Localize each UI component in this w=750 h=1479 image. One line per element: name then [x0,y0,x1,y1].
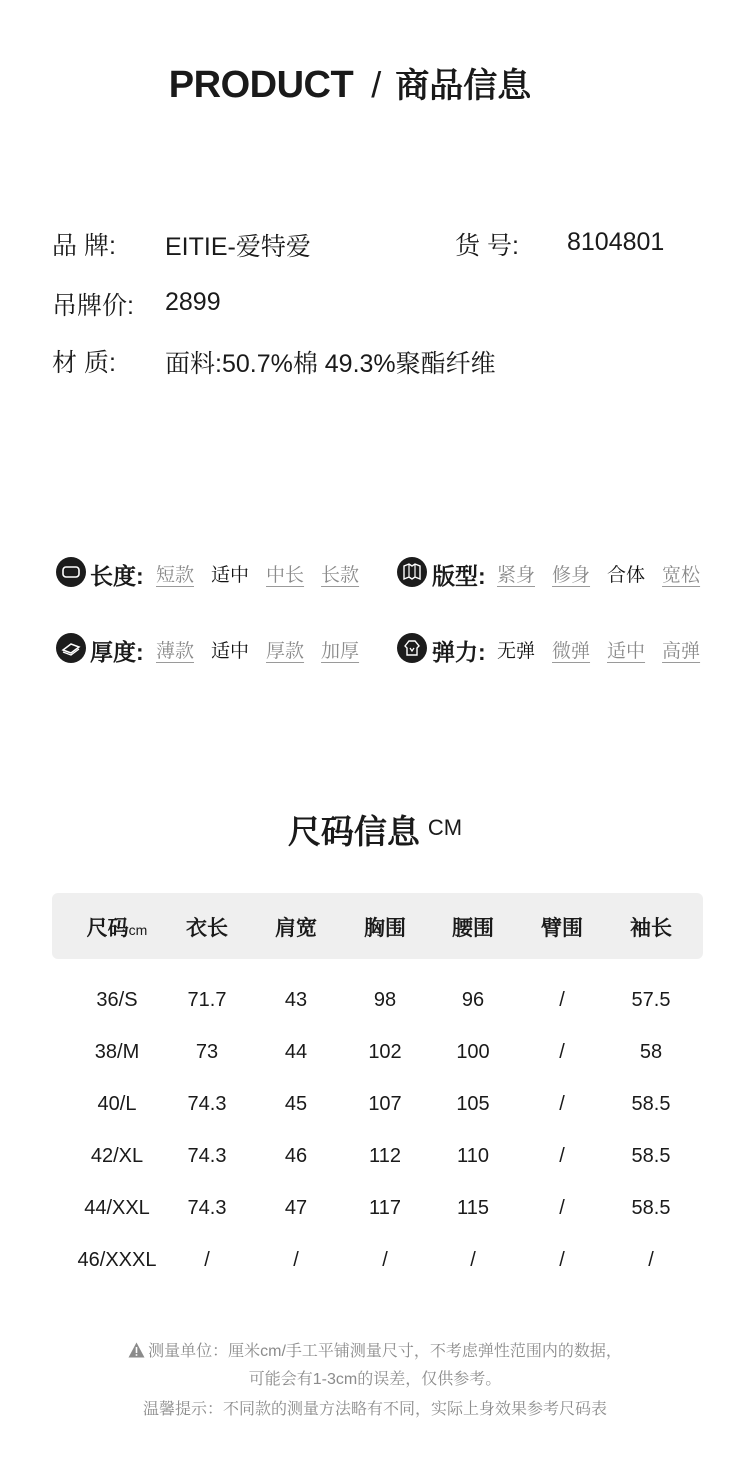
measurement-cell: 44 [284,1041,308,1063]
attribute-option: 微弹 [552,641,591,662]
sku-value: 8104801 [567,228,665,256]
table-row [52,1145,703,1171]
brand-label: 品 牌: [52,232,116,260]
attribute-option: 中长 [266,565,305,586]
attribute-option: 短款 [156,565,195,586]
measurement-cell: 74.3 [187,1197,227,1219]
attribute-option-selected: 适中 [211,565,250,586]
size-table-column-header: 胸围 [364,917,406,940]
attribute-label: 厚度: [90,639,144,665]
measurement-cell: 98 [373,989,397,1011]
measurement-cell: / [559,1041,565,1063]
measurement-cell: / [559,989,565,1011]
size-unit: CM [427,815,463,840]
title-separator: / [371,64,382,105]
measurement-cell: 71.7 [187,989,227,1011]
measurement-cell: / [559,1249,565,1271]
size-label-cell: 44/XXL [84,1197,150,1219]
material-value: 面料:50.7%棉 49.3%聚酯纤维 [165,350,496,378]
table-row [52,1249,703,1275]
attribute-options [156,560,359,587]
measurement-cell: 102 [368,1041,402,1063]
fit-icon [397,557,427,587]
page-title [0,58,700,107]
measurement-cell: 58 [639,1041,663,1063]
measurement-cell: 112 [369,1145,401,1167]
size-label-cell: 42/XL [90,1145,144,1167]
size-table-column-header: 尺码cm [86,917,148,940]
note-line-1 [0,1338,750,1361]
attribute-option: 宽松 [662,565,701,586]
size-table-column-header: 肩宽 [275,917,317,940]
size-label-cell: 46/XXXL [77,1249,157,1271]
size-label-cell: 36/S [96,989,138,1011]
measurement-cell: 73 [195,1041,219,1063]
attribute-label: 长度: [90,563,144,589]
attribute-option-selected: 无弹 [497,641,536,662]
measurement-cell: / [204,1249,210,1271]
attribute-option-selected: 合体 [607,565,646,586]
material-label: 材 质: [52,349,116,377]
measurement-cell: 110 [457,1145,489,1167]
measurement-cell: 74.3 [187,1145,227,1167]
attribute-option-selected: 适中 [211,641,250,662]
tag-price-value: 2899 [165,288,221,316]
size-label-cell: 40/L [97,1093,137,1115]
measurement-cell: 96 [461,989,485,1011]
table-row [52,989,703,1015]
tag-price-label: 吊牌价: [52,292,134,320]
measurement-cell: 107 [368,1093,402,1115]
measurement-cell: / [293,1249,299,1271]
measurement-cell: 58.5 [631,1093,671,1115]
measurement-cell: / [382,1249,388,1271]
size-title-text: 尺码信息 [287,813,420,850]
measurement-cell: 58.5 [631,1145,671,1167]
size-table-body [52,959,703,1289]
note-text-1: 测量单位：厘米cm/手工平铺测量尺寸，不考虑弹性范围内的数据， [148,1343,622,1360]
thickness-icon [56,633,86,663]
measurement-cell: 100 [456,1041,490,1063]
measurement-cell: 45 [284,1093,308,1115]
size-label-cell: 38/M [94,1041,140,1063]
measurement-cell: 74.3 [187,1093,227,1115]
attribute-options [156,636,359,663]
attribute-label: 弹力: [432,639,486,665]
table-row [52,1197,703,1223]
attribute-options [497,560,700,587]
size-table-header [52,893,703,959]
size-section-title [0,806,750,853]
sku-label: 货 号: [455,232,519,260]
elasticity-icon [397,633,427,663]
measurement-cell: 47 [284,1197,308,1219]
measurement-cell: 115 [457,1197,489,1219]
measurement-cell: 43 [284,989,308,1011]
title-chinese: 商品信息 [395,67,532,105]
measurement-cell: / [559,1197,565,1219]
attribute-option: 厚款 [266,641,305,662]
measurement-cell: / [559,1093,565,1115]
measurement-cell: 57.5 [631,989,671,1011]
attribute-option: 适中 [607,641,646,662]
warning-icon [128,1342,145,1358]
attribute-label: 版型: [432,563,486,589]
measurement-cell: 46 [284,1145,308,1167]
attribute-option: 薄款 [156,641,195,662]
measurement-cell: / [648,1249,654,1271]
length-icon [56,557,86,587]
size-table-column-header: 袖长 [630,917,672,940]
brand-value: EITIE-爱特爱 [165,233,311,261]
title-english: PRODUCT [168,64,354,106]
table-row [52,1093,703,1119]
measurement-cell: / [470,1249,476,1271]
measurement-cell: / [559,1145,565,1167]
note-line-3: 温馨提示：不同款的测量方法略有不同，实际上身效果参考尺码表 [142,1401,607,1418]
size-table-column-header: 臂围 [541,917,583,940]
attribute-option: 修身 [552,565,591,586]
size-table-column-header: 衣长 [186,917,228,940]
attribute-option: 紧身 [497,565,536,586]
attribute-option: 高弹 [662,641,701,662]
column-header-unit: cm [128,922,148,938]
size-table-column-header: 腰围 [452,917,494,940]
measurement-cell: 105 [456,1093,490,1115]
attribute-option: 长款 [321,565,360,586]
attribute-options [497,636,700,663]
table-row [52,1041,703,1067]
measurement-cell: 58.5 [631,1197,671,1219]
measurement-cell: 117 [369,1197,401,1219]
attribute-option: 加厚 [321,641,360,662]
note-line-2: 可能会有1-3cm的误差，仅供参考。 [248,1371,502,1388]
